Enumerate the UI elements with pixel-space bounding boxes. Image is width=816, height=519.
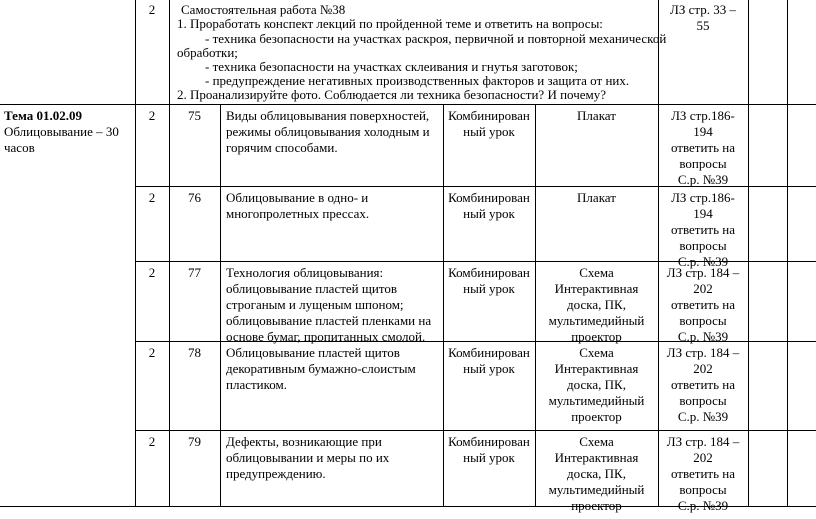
lesson-equipment: проектор — [571, 498, 622, 513]
lesson-hours: 2 — [148, 345, 156, 360]
lesson-equipment: мультимедийный — [548, 313, 645, 328]
lesson-type: Комбинирован — [448, 265, 530, 280]
sr-literature: 55 — [696, 18, 710, 33]
lesson-title: декоративным бумажно-слоистым — [226, 361, 416, 376]
lesson-literature: вопросы — [679, 238, 727, 253]
lesson-literature: вопросы — [679, 482, 727, 497]
lesson-title: предупреждению. — [226, 466, 326, 481]
lesson-title: пластиком. — [226, 377, 288, 392]
row-divider — [135, 430, 816, 431]
lesson-number: 77 — [188, 265, 201, 280]
sr-task-line: - техника безопасности на участках склеивания и гнутья заготовок; — [205, 59, 578, 74]
sr-task-line: - предупреждение негативных производственных факторов и защита от них. — [205, 73, 630, 88]
lesson-literature: вопросы — [679, 393, 727, 408]
column-divider — [169, 0, 170, 507]
lesson-literature: вопросы — [679, 313, 727, 328]
lesson-title: облицовывание пластей щитов — [226, 281, 397, 296]
lesson-literature: С.р. №39 — [677, 254, 729, 269]
lesson-title: облицовывании и меры по их — [226, 450, 390, 465]
lesson-type: Комбинирован — [448, 434, 530, 449]
lesson-hours: 2 — [148, 108, 156, 123]
lesson-title: Дефекты, возникающие при — [226, 434, 382, 449]
lesson-type: ный урок — [463, 361, 515, 376]
lesson-equipment: мультимедийный — [548, 482, 645, 497]
lesson-equipment: доска, ПК, — [567, 377, 626, 392]
lesson-literature: ответить на — [670, 466, 736, 481]
lesson-title: основе бумаг, пропитанных смолой. — [226, 329, 426, 344]
topic-name: Облицовывание – 30 — [4, 124, 119, 139]
lesson-equipment: Плакат — [577, 108, 616, 123]
lesson-hours: 2 — [148, 190, 156, 205]
lesson-literature: 202 — [693, 361, 713, 376]
lesson-title: многопролетных прессах. — [226, 206, 370, 221]
lesson-equipment: Схема — [579, 434, 614, 449]
lesson-equipment: Плакат — [577, 190, 616, 205]
lesson-literature: С.р. №39 — [677, 329, 729, 344]
lesson-title: Облицовывание пластей щитов — [226, 345, 400, 360]
sr-title: Самостоятельная работа №38 — [181, 2, 346, 17]
lesson-equipment: Интерактивная — [554, 450, 639, 465]
lesson-equipment: Схема — [579, 265, 614, 280]
lesson-literature: ответить на — [670, 140, 736, 155]
sr-task-line: - техника безопасности на участках раскроя, первичной и повторной механической — [205, 31, 667, 46]
lesson-literature: 202 — [693, 281, 713, 296]
lesson-type: ный урок — [463, 281, 515, 296]
lesson-literature: ответить на — [670, 297, 736, 312]
sr-hours: 2 — [148, 2, 156, 17]
lesson-equipment: Схема — [579, 345, 614, 360]
lesson-equipment: Интерактивная — [554, 281, 639, 296]
lesson-hours: 2 — [148, 265, 156, 280]
topic-code: Тема 01.02.09 — [4, 108, 82, 123]
lesson-title: горячим способами. — [226, 140, 338, 155]
sr-task-line: 2. Проанализируйте фото. Соблюдается ли техника безопасности? И почему? — [177, 87, 607, 102]
lesson-equipment: Интерактивная — [554, 361, 639, 376]
lesson-literature: С.р. №39 — [677, 498, 729, 513]
sr-task-line: обработки; — [177, 45, 238, 60]
lesson-type: ный урок — [463, 124, 515, 139]
lesson-title: режимы облицовывания холодным и — [226, 124, 430, 139]
lesson-title: Облицовывание в одно- и — [226, 190, 369, 205]
lesson-literature: 194 — [693, 124, 713, 139]
lesson-equipment: доска, ПК, — [567, 297, 626, 312]
lesson-type: Комбинирован — [448, 345, 530, 360]
lesson-literature: ЛЗ стр.186- — [671, 108, 735, 123]
lesson-literature: ЛЗ стр. 184 – — [666, 265, 740, 280]
lesson-equipment: мультимедийный — [548, 393, 645, 408]
lesson-literature: вопросы — [679, 156, 727, 171]
sr-task-line: 1. Проработать конспект лекций по пройденной теме и ответить на вопросы: — [177, 16, 603, 31]
lesson-literature: С.р. №39 — [677, 409, 729, 424]
lesson-equipment: доска, ПК, — [567, 466, 626, 481]
lesson-hours: 2 — [148, 434, 156, 449]
lesson-literature: ответить на — [670, 377, 736, 392]
row-divider — [0, 104, 816, 105]
lesson-equipment: проектор — [571, 329, 622, 344]
lesson-literature: ответить на — [670, 222, 736, 237]
lesson-type: Комбинирован — [448, 190, 530, 205]
lesson-number: 78 — [188, 345, 201, 360]
lesson-literature: 202 — [693, 450, 713, 465]
sr-literature: ЛЗ стр. 33 – — [670, 2, 736, 17]
lesson-literature: ЛЗ стр. 184 – — [666, 434, 740, 449]
lesson-number: 76 — [188, 190, 201, 205]
lesson-type: Комбинирован — [448, 108, 530, 123]
column-divider — [787, 0, 788, 507]
lesson-title: Технология облицовывания: — [226, 265, 384, 280]
lesson-title: Виды облицовывания поверхностей, — [226, 108, 430, 123]
lesson-literature: ЛЗ стр. 184 – — [666, 345, 740, 360]
column-divider — [220, 104, 221, 507]
column-divider — [748, 0, 749, 507]
lesson-type: ный урок — [463, 450, 515, 465]
lesson-number: 75 — [188, 108, 201, 123]
topic-name: часов — [4, 140, 35, 155]
lesson-literature: 194 — [693, 206, 713, 221]
lesson-title: строганым и лущеным шпоном; — [226, 297, 404, 312]
lesson-title: облицовывание пластей пленками на — [226, 313, 432, 328]
column-divider — [135, 0, 136, 507]
lesson-literature: ЛЗ стр.186- — [671, 190, 735, 205]
lesson-number: 79 — [188, 434, 201, 449]
lesson-equipment: проектор — [571, 409, 622, 424]
lesson-literature: С.р. №39 — [677, 172, 729, 187]
lesson-type: ный урок — [463, 206, 515, 221]
